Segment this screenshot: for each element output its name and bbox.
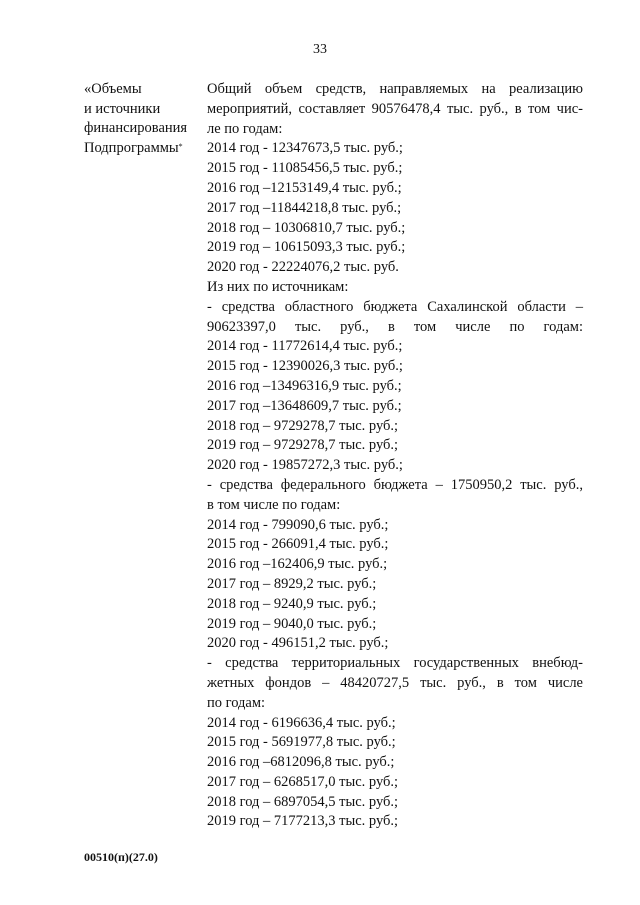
section-label xyxy=(84,80,204,159)
document-code: 00510(п)(27.0) xyxy=(84,850,158,864)
financing-line: в том числе по годам: xyxy=(207,496,341,513)
financing-line: 2020 год - 496151,2 тыс. руб.; xyxy=(207,635,389,652)
financing-line: 2014 год - 6196636,4 тыс. руб.; xyxy=(207,714,396,731)
financing-line: 2015 год - 11085456,5 тыс. руб.; xyxy=(207,160,403,177)
financing-line: 2018 год – 6897054,5 тыс. руб.; xyxy=(207,793,399,810)
financing-line: 2015 год - 5691977,8 тыс. руб.; xyxy=(207,734,396,751)
financing-line: 2014 год - 799090,6 тыс. руб.; xyxy=(207,516,389,533)
section-label-text: Подпрограммы xyxy=(84,140,179,157)
section-label-line: и источники xyxy=(84,100,161,117)
financing-line: - средства территориальных государственных внебюд- xyxy=(207,655,583,672)
financing-line: 90623397,0 тыс. руб., в том числе по годам: xyxy=(207,318,583,335)
financing-line: 2019 год – 7177213,3 тыс. руб.; xyxy=(207,813,399,830)
section-label-line: «Объемы xyxy=(84,81,142,97)
financing-line: Из них по источникам: xyxy=(207,278,349,295)
financing-line: ле по годам: xyxy=(207,120,283,137)
financing-line: 2014 год - 11772614,4 тыс. руб.; xyxy=(207,338,403,355)
financing-line: 2019 год – 9040,0 тыс. руб.; xyxy=(207,615,377,632)
financing-line: 2018 год – 10306810,7 тыс. руб.; xyxy=(207,219,406,236)
financing-line: Общий объем средств, направляемых на реализацию xyxy=(207,81,583,97)
financing-line: 2016 год –6812096,8 тыс. руб.; xyxy=(207,754,395,771)
financing-line: 2017 год –13648609,7 тыс. руб.; xyxy=(207,397,402,414)
financing-line: мероприятий, составляет 90576478,4 тыс. руб., в том чис- xyxy=(207,100,583,117)
financing-line: 2014 год - 12347673,5 тыс. руб.; xyxy=(207,140,403,157)
financing-line: 2017 год – 6268517,0 тыс. руб.; xyxy=(207,773,399,790)
financing-line: 2016 год –162406,9 тыс. руб.; xyxy=(207,556,388,573)
section-label-line: финансирования xyxy=(84,120,188,137)
financing-line: 2019 год – 9729278,7 тыс. руб.; xyxy=(207,437,399,454)
financing-line: 2016 год –13496316,9 тыс. руб.; xyxy=(207,377,402,394)
financing-line: 2019 год – 10615093,3 тыс. руб.; xyxy=(207,239,406,256)
financing-line: 2018 год – 9240,9 тыс. руб.; xyxy=(207,595,377,612)
footnote-mark: * xyxy=(178,142,183,152)
financing-details xyxy=(207,80,583,832)
financing-line: 2020 год - 22224076,2 тыс. руб. xyxy=(207,259,399,276)
financing-line: - средства областного бюджета Сахалинской области – xyxy=(207,298,583,315)
financing-line: по годам: xyxy=(207,694,266,711)
section-label-line xyxy=(84,139,204,159)
financing-line: 2018 год – 9729278,7 тыс. руб.; xyxy=(207,417,399,434)
financing-line: 2017 год – 8929,2 тыс. руб.; xyxy=(207,575,377,592)
financing-line: 2015 год - 12390026,3 тыс. руб.; xyxy=(207,358,403,375)
financing-line: - средства федерального бюджета – 1750950,2 тыс. руб., xyxy=(207,476,583,493)
financing-line: жетных фондов – 48420727,5 тыс. руб., в том числе xyxy=(207,674,583,691)
financing-line: 2020 год - 19857272,3 тыс. руб.; xyxy=(207,457,403,474)
financing-line: 2016 год –12153149,4 тыс. руб.; xyxy=(207,179,402,196)
financing-line: 2017 год –11844218,8 тыс. руб.; xyxy=(207,199,402,216)
page-number: 33 xyxy=(313,42,327,57)
financing-line: 2015 год - 266091,4 тыс. руб.; xyxy=(207,536,389,553)
